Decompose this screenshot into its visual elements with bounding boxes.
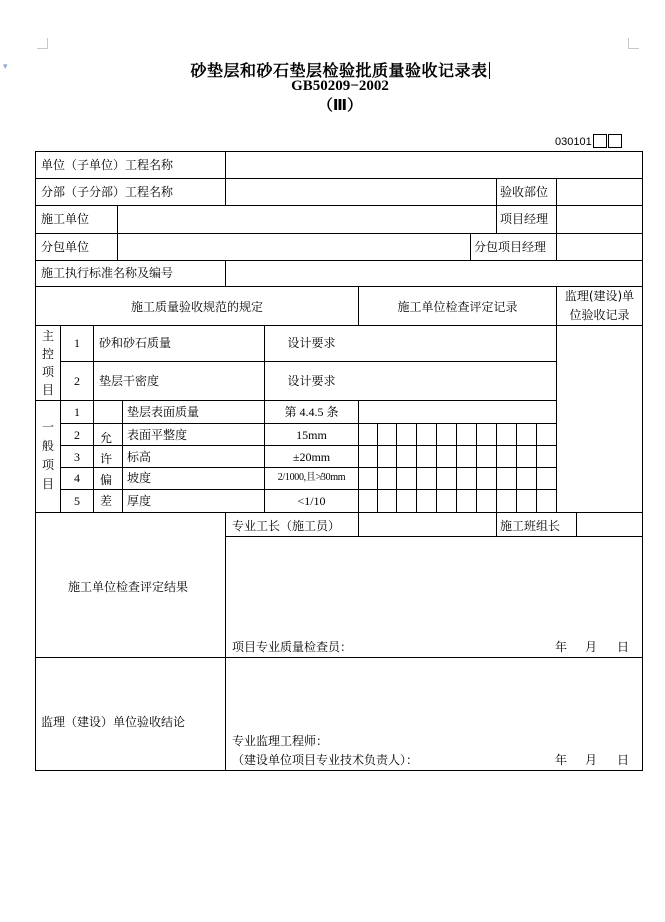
code-box[interactable]: [608, 134, 622, 148]
date-month-label: 月: [585, 753, 598, 767]
sub-project-name-label: 分部（子分部）工程名称: [41, 185, 174, 199]
row-number: 2: [74, 428, 80, 442]
table-line: [60, 423, 557, 424]
table-line: [60, 489, 557, 490]
table-line: [35, 233, 643, 234]
table-line: [396, 423, 397, 512]
text-cursor: [489, 62, 490, 79]
margin-marker-icon: ▾: [3, 62, 8, 72]
item-requirement: 第 4.4.5 条: [284, 405, 339, 419]
doc-part: （Ⅲ）: [317, 96, 363, 114]
row-number: 1: [74, 336, 80, 350]
table-border: [642, 151, 643, 771]
table-line: [496, 205, 497, 233]
item-requirement: 设计要求: [287, 336, 336, 350]
table-border: [35, 151, 643, 152]
sub-project-manager-label: 分包项目经理: [474, 240, 547, 254]
page-corner-mark-left: [37, 38, 48, 49]
supervisor-column-header-line2: 位验收记录: [569, 308, 630, 322]
table-line: [122, 400, 123, 512]
table-line: [60, 445, 557, 446]
tolerance-label: 允许偏差: [99, 431, 112, 508]
date-month-label: 月: [585, 640, 598, 654]
table-border: [35, 151, 36, 771]
table-line: [35, 286, 643, 287]
owner-rep-signature-label: （建设单位项目专业技术负责人）：: [232, 753, 419, 767]
acceptance-part-label: 验收部位: [500, 185, 549, 199]
code-box[interactable]: [593, 134, 607, 148]
item-requirement: ±20mm: [292, 450, 331, 464]
general-items-group-label: 一般项目: [41, 420, 54, 491]
table-line: [576, 512, 577, 536]
standard-name-label: 施工执行标准名称及编号: [41, 266, 174, 280]
row-number: 1: [74, 405, 80, 419]
table-border: [35, 770, 643, 771]
table-line: [377, 423, 378, 512]
item-name: 坡度: [127, 471, 152, 485]
table-line: [35, 400, 557, 401]
table-line: [35, 178, 643, 179]
unit-name-label: 单位（子单位）工程名称: [41, 158, 174, 172]
table-line: [516, 423, 517, 512]
row-number: 2: [74, 374, 80, 388]
table-line: [225, 536, 643, 537]
table-line: [536, 423, 537, 512]
page-corner-mark-right: [628, 38, 639, 49]
construction-unit-label: 施工单位: [41, 212, 90, 226]
item-name: 垫层表面质量: [127, 405, 200, 419]
table-line: [556, 205, 557, 260]
table-line: [35, 325, 643, 326]
table-line: [225, 151, 226, 206]
table-line: [358, 400, 359, 512]
row-number: 4: [74, 471, 80, 485]
item-name: 砂和砂石质量: [99, 336, 172, 350]
project-manager-label: 项目经理: [500, 212, 549, 226]
date-year-label: 年: [555, 753, 568, 767]
table-line: [476, 423, 477, 512]
table-line: [456, 423, 457, 512]
table-line: [496, 423, 497, 512]
table-line: [496, 178, 497, 206]
result-label: 施工单位检查评定结果: [68, 580, 189, 594]
table-line: [496, 512, 497, 536]
spec-column-header: 施工质量验收规范的规定: [130, 300, 263, 314]
engineer-signature-label: 专业监理工程师：: [232, 734, 329, 748]
check-column-header: 施工单位检查评定记录: [397, 300, 518, 314]
doc-title[interactable]: 砂垫层和砂石垫层检验批质量验收记录表: [190, 61, 488, 80]
row-number: 3: [74, 450, 80, 464]
form-code-text: 030101: [555, 136, 592, 148]
item-requirement: <1/10: [297, 494, 326, 508]
conclusion-label: 监理（建设）单位验收结论: [41, 715, 186, 729]
item-name: 表面平整度: [127, 428, 188, 442]
table-line: [470, 233, 471, 260]
date-day-label: 日: [617, 640, 630, 654]
item-name: 垫层干密度: [99, 374, 160, 388]
foreman-label: 专业工长（施工员）: [232, 519, 341, 533]
table-line: [117, 205, 118, 260]
item-name: 标高: [127, 450, 152, 464]
date-year-label: 年: [555, 640, 568, 654]
supervisor-column-header-line1: 监理(建设)单: [564, 289, 635, 303]
table-line: [556, 178, 557, 206]
table-line: [225, 512, 226, 770]
table-line: [60, 467, 557, 468]
table-line: [436, 423, 437, 512]
form-code: [555, 134, 622, 148]
date-day-label: 日: [617, 753, 630, 767]
item-name: 厚度: [127, 494, 152, 508]
subcontractor-label: 分包单位: [41, 240, 90, 254]
table-line: [358, 512, 359, 536]
table-line: [35, 657, 643, 658]
item-requirement: 2/1000,且≯30mm: [277, 472, 346, 483]
inspector-signature-label: 项目专业质量检查员：: [232, 640, 353, 654]
table-line: [93, 325, 94, 512]
item-requirement: 15mm: [296, 428, 327, 442]
row-number: 5: [74, 494, 80, 508]
table-line: [416, 423, 417, 512]
table-line: [225, 260, 226, 286]
main-items-group-label: 主控项目: [41, 329, 54, 397]
item-requirement: 设计要求: [287, 374, 336, 388]
table-line: [35, 260, 643, 261]
doc-standard: GB50209−2002: [291, 78, 389, 94]
team-leader-label: 施工班组长: [500, 519, 561, 533]
table-line: [60, 361, 557, 362]
table-line: [35, 512, 643, 513]
table-line: [35, 205, 643, 206]
